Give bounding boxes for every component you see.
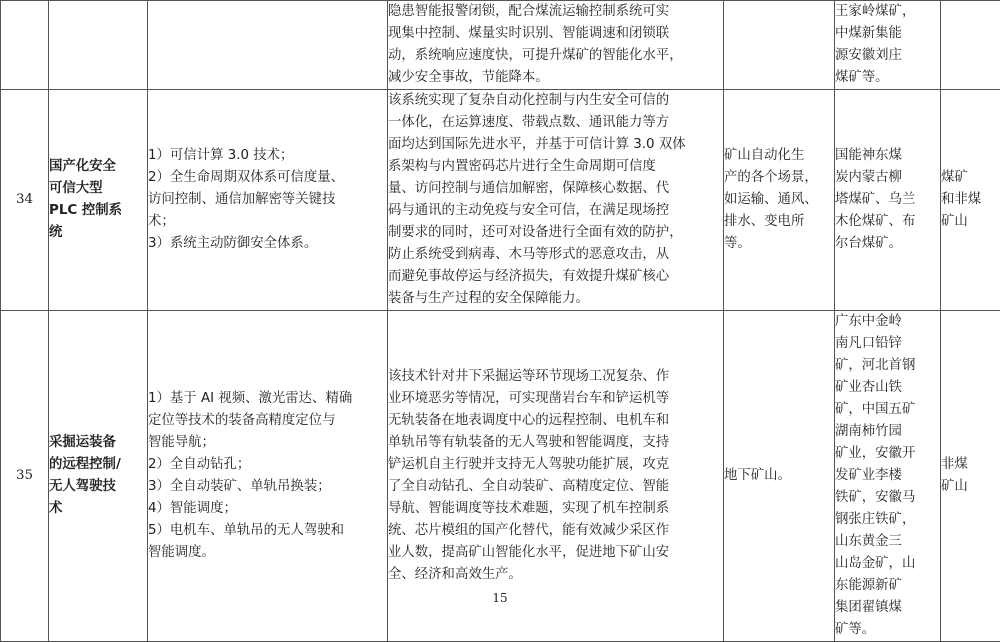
text-line: 业环境恶劣等情况，可实现凿岩台车和铲运机等 [388,388,723,410]
text-line: 现集中控制、煤量实时识别、智能调速和闭锁联 [388,23,723,45]
number-cell [1,1,49,90]
text-line: 3）系统主动防御安全体系。 [148,233,387,255]
text-line: 单轨吊等有轨装备的无人驾驶和智能调度，支持 [388,432,723,454]
text-line: 南凡口铅锌 [835,333,940,355]
text-line: 智能调度。 [148,542,387,564]
text-line: 铁矿，安徽马 [835,487,940,509]
text-line: 减少安全事故，节能降本。 [388,67,723,89]
tech-cell [148,90,388,311]
site-cell [835,90,941,311]
text-line: 制要求的同时，还可对设备进行全面有效的防护， [388,222,723,244]
text-line: 一体化，在运算速度、带载点数、通讯能力等方 [388,112,723,134]
text-line: 等。 [724,233,834,255]
text-line: 隐患智能报警闭锁，配合煤流运输控制系统可实 [388,1,723,23]
text-line: 矿，河北首钢 [835,355,940,377]
site-cell [835,1,941,90]
text-line: 统 [49,222,147,244]
text-line: 湖南柿竹园 [835,421,940,443]
tech-cell [148,1,388,90]
table-row [1,1,1000,90]
text-line: 码与通讯的主动免疫与安全可信，在满足现场控 [388,200,723,222]
text-line: 系架构与内置密码芯片进行全生命周期可信度 [388,156,723,178]
text-line: 山东黄金三 [835,531,940,553]
text-line: 和非煤 [941,189,1000,211]
text-line: 塔煤矿、乌兰 [835,189,940,211]
text-line: 木伦煤矿、布 [835,211,940,233]
text-line: 动，系统响应速度快，可提升煤矿的智能化水平， [388,45,723,67]
text-line: 4）智能调度； [148,498,387,520]
type-cell [941,90,1000,311]
text-line: 矿业杏山铁 [835,377,940,399]
text-line: 全、经济和高效生产。 [388,564,723,586]
text-line: 矿山自动化生 [724,145,834,167]
text-line: 术 [49,498,147,520]
text-line: 业人数，提高矿山智能化水平，促进地下矿山安 [388,542,723,564]
text-line: 山岛金矿，山 [835,553,940,575]
text-line: 而避免事故停运与经济损失，有效提升煤矿核心 [388,266,723,288]
text-line: 煤矿 [941,167,1000,189]
text-line: 2）全自动钻孔； [148,454,387,476]
name-cell [49,90,148,311]
type-cell [941,1,1000,90]
text-line: 3）全自动装矿、单轨吊换装； [148,476,387,498]
text-line: 定位等技术的装备高精度定位与 [148,410,387,432]
text-line: 铲运机自主行驶并支持无人驾驶功能扩展，攻克 [388,454,723,476]
description-cell [388,1,724,90]
text-line: 智能导航； [148,432,387,454]
text-line: 装备与生产过程的安全保障能力。 [388,288,723,310]
text-line: 导航、智能调度等技术难题，实现了机车控制系 [388,498,723,520]
text-line: 可信大型 [49,178,147,200]
text-line: 广东中金岭 [835,311,940,333]
text-line: 炭内蒙古柳 [835,167,940,189]
text-line: 尔台煤矿。 [835,233,940,255]
text-line: 发矿业李楼 [835,465,940,487]
scene-cell [724,90,835,311]
text-line: 5）电机车、单轨吊的无人驾驶和 [148,520,387,542]
text-line: 2）全生命周期双体系可信度量、 [148,167,387,189]
text-line: 1）可信计算 3.0 技术； [148,145,387,167]
text-line: 该系统实现了复杂自动化控制与内生安全可信的 [388,90,723,112]
text-line: 国产化安全 [49,156,147,178]
page-number: 15 [0,591,1000,605]
name-cell [49,1,148,90]
text-line: 访问控制、通信加解密等关键技 [148,189,387,211]
text-line: 国能神东煤 [835,145,940,167]
number-cell: 35 [1,311,49,642]
table-row [1,90,1000,311]
text-line: 东能源新矿 [835,575,940,597]
text-line: 面均达到国际先进水平，并基于可信计算 3.0 双体 [388,134,723,156]
text-line: 非煤 [941,454,1000,476]
text-line: 统、芯片模组的国产化替代，能有效减少采区作 [388,520,723,542]
text-line: 无人驾驶技 [49,476,147,498]
text-line: 矿业，安徽开 [835,443,940,465]
text-line: 煤矿等。 [835,67,940,89]
number-cell: 34 [1,90,49,311]
text-line: 术； [148,211,387,233]
text-line: PLC 控制系 [49,200,147,222]
text-line: 了全自动钻孔、全自动装矿、高精度定位、智能 [388,476,723,498]
text-line: 排水、变电所 [724,211,834,233]
text-line: 矿，中国五矿 [835,399,940,421]
text-line: 中煤新集能 [835,23,940,45]
text-line: 量、访问控制与通信加解密，保障核心数据、代 [388,178,723,200]
text-line: 源安徽刘庄 [835,45,940,67]
text-line: 1）基于 AI 视频、激光雷达、精确 [148,388,387,410]
text-line: 集团翟镇煤 [835,597,940,619]
text-line: 王家岭煤矿， [835,1,940,23]
text-line: 该技术针对井下采掘运等环节现场工况复杂、作 [388,366,723,388]
text-line: 矿山 [941,476,1000,498]
text-line: 的远程控制/ [49,454,147,476]
text-line: 钢张庄铁矿， [835,509,940,531]
text-line: 采掘运装备 [49,432,147,454]
description-cell [388,90,724,311]
scene-cell [724,1,835,90]
text-line: 无轨装备在地表调度中心的远程控制、电机车和 [388,410,723,432]
text-line: 矿山 [941,211,1000,233]
text-line: 产的各个场景， [724,167,834,189]
text-line: 防止系统受到病毒、木马等形式的恶意攻击，从 [388,244,723,266]
text-line: 如运输、通风、 [724,189,834,211]
text-line: 地下矿山。 [724,465,834,487]
text-line: 矿等。 [835,619,940,641]
